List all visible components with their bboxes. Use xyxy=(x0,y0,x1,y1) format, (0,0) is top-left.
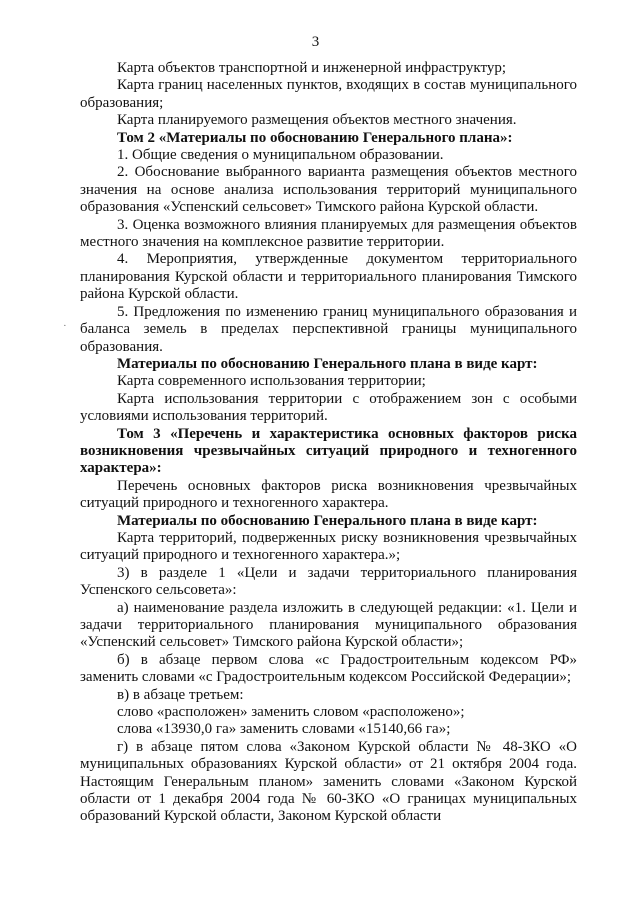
volume-heading: Том 2 «Материалы по обоснованию Генерального плана»: xyxy=(117,129,513,146)
section-heading: Материалы по обоснованию Генерального плана в виде карт: xyxy=(117,512,538,529)
paragraph: Карта объектов транспортной и инженерной инфраструктур; xyxy=(117,60,507,76)
paragraph: 4. Мероприятия, утвержденные документом территориального планирования Курской области и территориального планирования Тимского района Курской области. xyxy=(80,251,577,303)
paragraph: 5. Предложения по изменению границ муниципального образования и баланса земель в пределах перспективной границы муниципального образования. xyxy=(80,303,577,355)
paragraph: 3) в разделе 1 «Цели и задачи территориального планирования Успенского сельсовета»: xyxy=(80,564,577,599)
volume-heading: Том 3 «Перечень и характеристика основных факторов риска возникновения чрезвычайных ситуаций природного и техногенного характера»: xyxy=(80,425,577,477)
paragraph: 3. Оценка возможного влияния планируемых для размещения объектов местного значения на комплексное развитие территории. xyxy=(80,216,577,251)
paragraph: г) в абзаце пятом слова «Законом Курской области № 48-ЗКО «О муниципальных образованиях Курской области» от 21 октября 2004 года. Настоящим Генеральным планом» заменить словами «Законом Курской области от 1 декабря 2004 года № 60-ЗКО «О границах муниципальных образований Курской области, Законом Курской области xyxy=(80,738,577,825)
paragraph: слово «расположен» заменить словом «расположено»; xyxy=(117,704,465,721)
document-body xyxy=(80,60,577,826)
paragraph: б) в абзаце первом слова «с Градостроительным кодексом РФ» заменить словами «с Градостроительным кодексом Российской Федерации»; xyxy=(80,651,577,686)
paragraph: 1. Общие сведения о муниципальном образовании. xyxy=(117,147,444,164)
section-heading: Материалы по обоснованию Генерального плана в виде карт: xyxy=(117,355,538,372)
paragraph: а) наименование раздела изложить в следующей редакции: «1. Цели и задачи территориального планирования муниципального образования «Успенский сельсовет» Тимского района Курской области»; xyxy=(80,599,577,651)
page-number: 3 xyxy=(311,34,320,50)
paragraph: 2. Обоснование выбранного варианта размещения объектов местного значения на основе анализа использования территорий муниципального образования «Успенский сельсовет» Тимского района Курской области. xyxy=(80,164,577,216)
paragraph: слова «13930,0 га» заменить словами «15140,66 га»; xyxy=(117,721,451,738)
margin-mark: · xyxy=(63,320,67,332)
paragraph: Карта территорий, подверженных риску возникновения чрезвычайных ситуаций природного и техногенного характера.»; xyxy=(80,529,577,564)
paragraph: Карта использования территории с отображением зон с особыми условиями использования территорий. xyxy=(80,390,577,425)
paragraph: Карта планируемого размещения объектов местного значения. xyxy=(117,112,517,129)
paragraph: в) в абзаце третьем: xyxy=(117,686,244,703)
paragraph: Карта границ населенных пунктов, входящих в состав муниципального образования; xyxy=(80,77,577,111)
paragraph: Карта современного использования территории; xyxy=(117,373,426,390)
paragraph: Перечень основных факторов риска возникновения чрезвычайных ситуаций природного и техногенного характера. xyxy=(80,477,577,512)
